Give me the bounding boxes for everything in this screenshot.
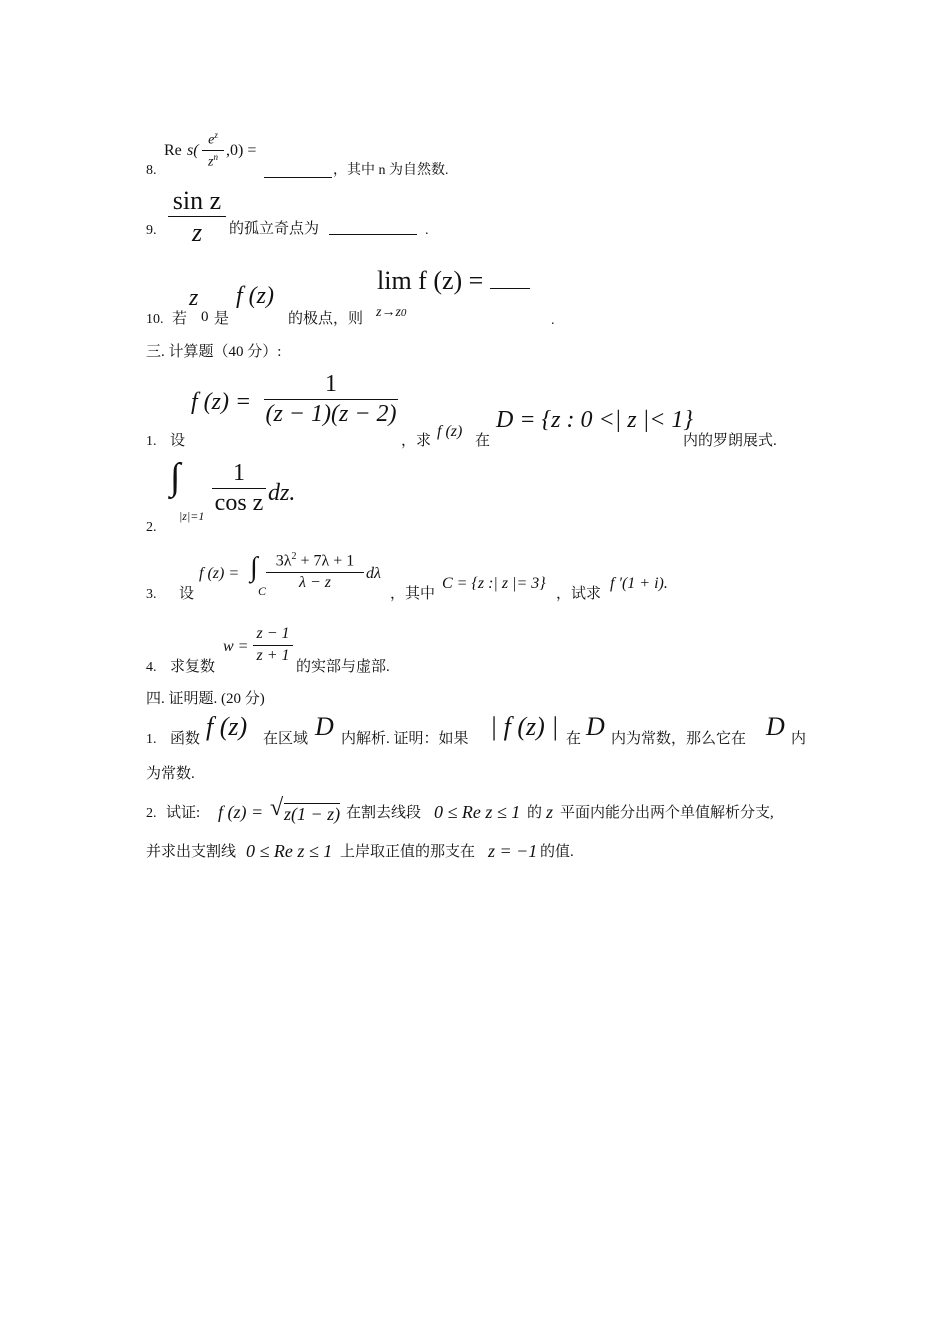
c1-t2: ，求	[401, 433, 432, 449]
c4-frac-num: z − 1	[256, 625, 290, 642]
q9-number: 9.	[146, 223, 157, 238]
c3-frac-num: 3λ	[275, 552, 292, 570]
p1-t2: 在区域	[263, 731, 309, 747]
c3-integral-lower: C	[258, 584, 267, 598]
c1-frac-den: (z − 1)(z − 2)	[265, 401, 397, 428]
q8-suffix: ，其中 n 为自然数.	[333, 163, 449, 178]
p2-f: f (z) =	[218, 802, 264, 822]
c4-fraction	[253, 626, 293, 665]
q10-end: .	[551, 313, 555, 328]
c4-number: 4.	[146, 660, 157, 675]
p2-l2-eq: z = −1	[488, 841, 538, 861]
c1-fraction	[264, 372, 398, 427]
c2-frac-num: 1	[233, 460, 245, 486]
c2-integral-lower: |z|=1	[179, 509, 205, 523]
q10-z: z	[189, 285, 199, 311]
p2-l2-t2: 上岸取正值的那支在	[340, 844, 476, 860]
q8-frac-den: z	[208, 155, 214, 170]
c4-t2: 的实部与虚部.	[296, 659, 390, 675]
c1-t3: 在	[475, 433, 491, 449]
p2-number: 2.	[146, 806, 157, 821]
q8-frac-num-sup: z	[214, 130, 218, 140]
q10-t2: 是	[214, 311, 230, 327]
c1-domain: D = {z : 0 <| z |< 1}	[496, 407, 693, 433]
p2-sqrt-arg: z(1 − z)	[284, 804, 341, 824]
c4-t1: 求复数	[170, 659, 216, 675]
q10-lim: lim f (z) =	[377, 268, 530, 294]
p1-f: f (z)	[206, 712, 248, 741]
c3-t1: 设	[179, 586, 195, 602]
p2-cond: 0 ≤ Re z ≤ 1	[434, 802, 521, 822]
q8-after-frac: ,0) =	[226, 142, 257, 159]
c3-contour: C = {z :| z |= 3}	[442, 575, 546, 592]
c1-number: 1.	[146, 434, 157, 449]
q10-answer-blank[interactable]	[490, 268, 530, 289]
p2-t1: 试证:	[166, 805, 201, 821]
q8-re: Re	[164, 142, 182, 159]
c3-number: 3.	[146, 587, 157, 602]
c3-t3: ，试求	[556, 586, 602, 602]
p2-t2: 在割去线段	[346, 805, 422, 821]
p2-t3: 的	[527, 805, 543, 821]
section-4-heading: 四. 证明题. (20 分)	[146, 691, 265, 707]
q9-frac-den: z	[191, 218, 203, 248]
p1-t4: 在	[566, 731, 582, 747]
c2-fraction	[212, 461, 266, 516]
p1-D1: D	[315, 712, 334, 741]
c4-frac-den: z + 1	[256, 646, 290, 664]
p1-line2: 为常数.	[146, 766, 195, 782]
q10-z-sub: 0	[201, 309, 209, 325]
q8-s: s(	[187, 142, 199, 159]
p1-t5: 内为常数，那么它在	[611, 731, 747, 747]
q8-frac-num: e	[208, 132, 215, 148]
p1-t3: 内解析. 证明：如果	[341, 731, 469, 747]
p1-t6: 内	[791, 731, 807, 747]
q10-f: f (z)	[236, 283, 274, 309]
p2-l2-cond: 0 ≤ Re z ≤ 1	[246, 841, 333, 861]
p1-number: 1.	[146, 732, 157, 747]
q9-suffix: 的孤立奇点为	[229, 221, 320, 237]
c2-dz: dz.	[268, 480, 296, 506]
q10-lim-sub: z→z0	[376, 305, 407, 320]
q9-fraction	[168, 187, 226, 247]
c3-fraction: $3\lambda^2 + 7\lambda + 1$ λ − z	[266, 552, 364, 592]
q10-t1: 若	[172, 311, 188, 327]
c1-f-small: f (z)	[437, 423, 463, 440]
c3-dlambda: dλ	[366, 565, 381, 582]
p2-l2-t1: 并求出支割线	[146, 844, 237, 860]
c1-t1: 设	[170, 433, 186, 449]
q10-t3: 的极点，则	[288, 311, 364, 327]
p2-l2-t3: 的值.	[540, 844, 574, 860]
c2-frac-den: cos z	[214, 490, 264, 517]
p1-t1: 函数	[170, 731, 201, 747]
q9-end: .	[425, 223, 429, 238]
c3-t2: ，其中	[390, 586, 436, 602]
c3-f-left: f (z) =	[199, 565, 240, 582]
p2-z: z	[546, 802, 554, 822]
p2-t4: 平面内能分出两个单值解析分支,	[560, 805, 774, 821]
c2-number: 2.	[146, 520, 157, 535]
section-3-heading: 三. 计算题（40 分）:	[146, 344, 282, 360]
p2-sqrt-sign: √	[270, 795, 284, 821]
p1-abs-f: | f (z) |	[490, 712, 559, 741]
q8-number: 8.	[146, 163, 157, 178]
c3-frac-den: λ − z	[299, 574, 331, 592]
q9-answer-blank[interactable]	[329, 222, 417, 235]
q9-frac-num: sin z	[172, 186, 222, 215]
c2-integral-sign: ∫	[170, 456, 181, 498]
c3-integral-sign: ∫	[250, 552, 258, 583]
p1-D3: D	[766, 712, 785, 741]
q8-answer-blank[interactable]	[264, 163, 332, 178]
c1-frac-num: 1	[325, 371, 337, 397]
c4-w: w =	[223, 638, 249, 655]
q8-fraction	[202, 131, 224, 171]
c1-t4: 内的罗朗展式.	[683, 433, 777, 449]
q8-frac-den-sup: n	[213, 152, 218, 163]
p1-D2: D	[586, 712, 605, 741]
c3-derivative: f ′(1 + i).	[610, 575, 668, 592]
q10-number: 10.	[146, 312, 164, 327]
c1-f-left: f (z) =	[191, 389, 252, 415]
